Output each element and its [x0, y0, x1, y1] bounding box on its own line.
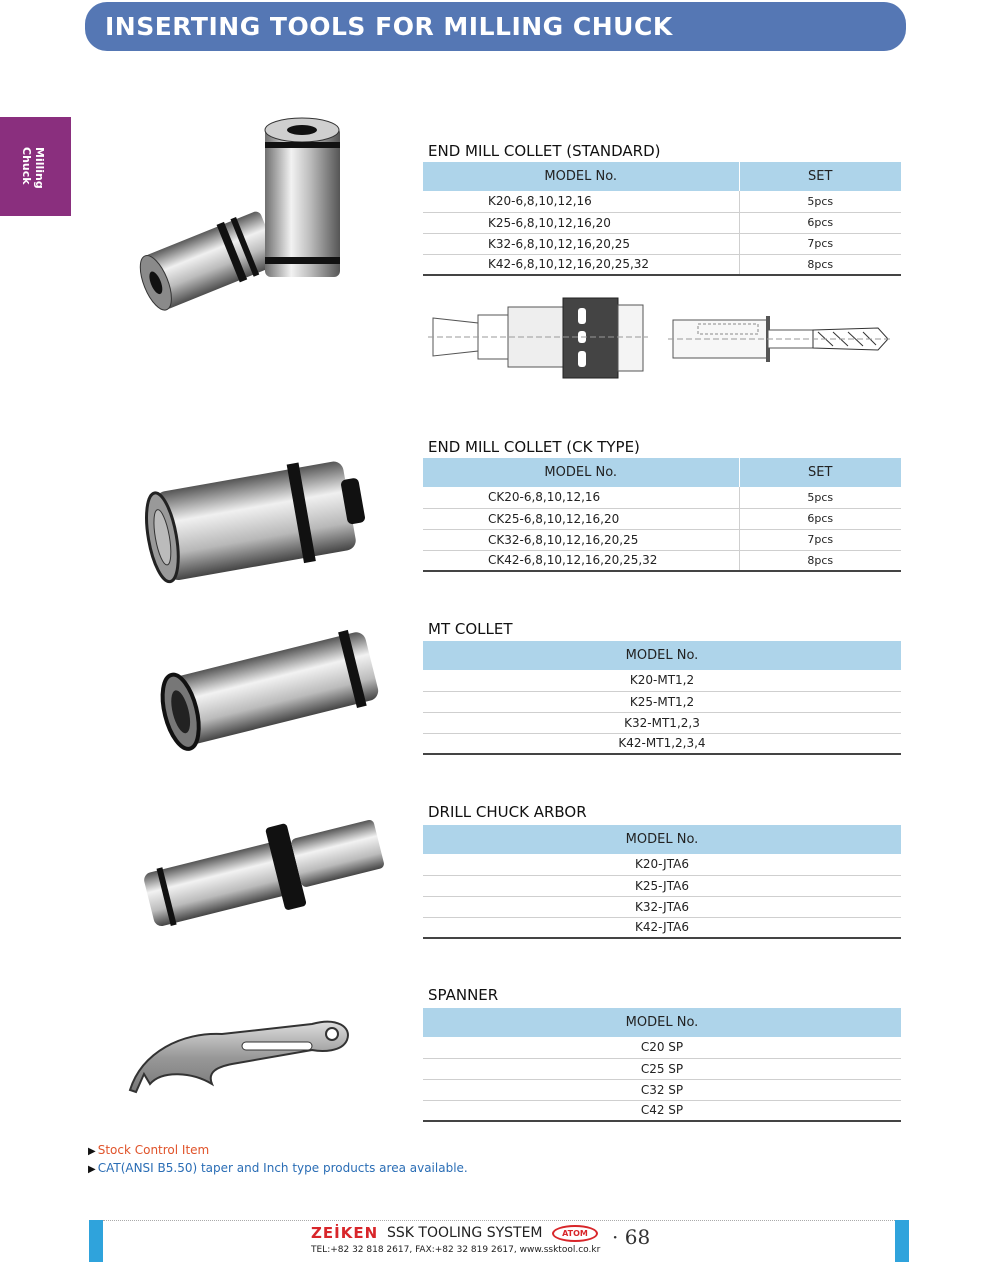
table-row: [423, 712, 901, 733]
drill-chuck-arbor-photo: [135, 805, 390, 935]
model-cell: K20-JTA6: [423, 854, 901, 875]
model-cell: C25 SP: [423, 1058, 901, 1079]
collet-endmill-drawing: [668, 312, 893, 367]
triangle-bullet-icon: ▶: [88, 1164, 96, 1175]
table-row: [423, 733, 901, 754]
model-cell: CK25-6,8,10,12,16,20: [423, 508, 739, 529]
side-tab: [0, 117, 71, 216]
model-cell: K25-MT1,2: [423, 691, 901, 712]
column-header-set: SET: [739, 162, 901, 191]
model-cell: CK42-6,8,10,12,16,20,25,32: [423, 550, 739, 571]
table-row: [423, 212, 901, 233]
table-row: [423, 550, 901, 571]
model-cell: K32-6,8,10,12,16,20,25: [423, 233, 739, 254]
table-row: [423, 691, 901, 712]
column-header-model: MODEL No.: [423, 641, 901, 670]
section-title: END MILL COLLET (CK TYPE): [428, 438, 640, 456]
table-row: [423, 254, 901, 275]
milling-chuck-drawing: [428, 293, 648, 383]
model-cell: CK32-6,8,10,12,16,20,25: [423, 529, 739, 550]
set-cell: 5pcs: [739, 487, 901, 508]
table-row: [423, 1079, 901, 1100]
model-cell: K42-6,8,10,12,16,20,25,32: [423, 254, 739, 275]
column-header-set: SET: [739, 458, 901, 487]
contact-info: TEL:+82 32 818 2617, FAX:+82 32 819 2617, www.ssktool.co.kr: [311, 1245, 601, 1255]
table-row: [423, 896, 901, 917]
company-name: SSK TOOLING SYSTEM: [387, 1225, 543, 1241]
notes: [88, 1142, 468, 1178]
set-cell: 8pcs: [739, 550, 901, 571]
drill-chuck-arbor-table: [423, 825, 901, 939]
column-header-model: MODEL No.: [423, 162, 739, 191]
set-cell: 7pcs: [739, 233, 901, 254]
ck-collet-photo: [135, 440, 385, 590]
set-cell: 6pcs: [739, 212, 901, 233]
set-cell: 6pcs: [739, 508, 901, 529]
table-row: [423, 233, 901, 254]
table-row: [423, 670, 901, 691]
table-row: [423, 529, 901, 550]
table-row: [423, 917, 901, 938]
table-row: [423, 1037, 901, 1058]
side-tab-label: Milling Chuck: [20, 147, 46, 189]
brand-logo: ZEİKEN: [311, 1224, 379, 1242]
model-cell: K25-JTA6: [423, 875, 901, 896]
table-row: [423, 875, 901, 896]
model-cell: K25-6,8,10,12,16,20: [423, 212, 739, 233]
section-title: DRILL CHUCK ARBOR: [428, 803, 587, 821]
table-row: [423, 854, 901, 875]
footer-right-bar: [895, 1220, 909, 1262]
table-row: [423, 1100, 901, 1121]
footer-left-bar: [89, 1220, 103, 1262]
end-mill-collet-photo: [130, 112, 360, 322]
table-row: [423, 487, 901, 508]
model-cell: C42 SP: [423, 1100, 901, 1121]
atom-logo: ATOM: [552, 1225, 598, 1242]
table-row: [423, 1058, 901, 1079]
column-header-model: MODEL No.: [423, 458, 739, 487]
set-cell: 5pcs: [739, 191, 901, 212]
mt-collet-table: [423, 641, 901, 755]
note-cat-text: CAT(ANSI B5.50) taper and Inch type products area available.: [97, 1161, 468, 1175]
mt-collet-photo: [150, 625, 385, 755]
column-header-model: MODEL No.: [423, 825, 901, 854]
table-row: [423, 508, 901, 529]
page-title: INSERTING TOOLS FOR MILLING CHUCK: [85, 2, 906, 51]
end-mill-ck-table: [423, 458, 901, 572]
set-cell: 7pcs: [739, 529, 901, 550]
set-cell: 8pcs: [739, 254, 901, 275]
spanner-table: [423, 1008, 901, 1122]
model-cell: K32-MT1,2,3: [423, 712, 901, 733]
triangle-bullet-icon: ▶: [88, 1146, 96, 1157]
section-title: SPANNER: [428, 986, 499, 1004]
model-cell: K20-MT1,2: [423, 670, 901, 691]
model-cell: C20 SP: [423, 1037, 901, 1058]
model-cell: K32-JTA6: [423, 896, 901, 917]
note-stock-text: Stock Control Item: [97, 1143, 210, 1157]
model-cell: K42-MT1,2,3,4: [423, 733, 901, 754]
footer-divider: [103, 1220, 895, 1221]
section-title: MT COLLET: [428, 620, 513, 638]
model-cell: K42-JTA6: [423, 917, 901, 938]
model-cell: CK20-6,8,10,12,16: [423, 487, 739, 508]
note-stock: [88, 1142, 468, 1160]
note-cat: [88, 1160, 468, 1178]
model-cell: C32 SP: [423, 1079, 901, 1100]
page-number: · 68: [612, 1225, 651, 1249]
spanner-illustration: [122, 1012, 357, 1097]
section-title: END MILL COLLET (STANDARD): [428, 142, 661, 160]
column-header-model: MODEL No.: [423, 1008, 901, 1037]
model-cell: K20-6,8,10,12,16: [423, 191, 739, 212]
end-mill-standard-table: [423, 162, 901, 276]
table-row: [423, 191, 901, 212]
